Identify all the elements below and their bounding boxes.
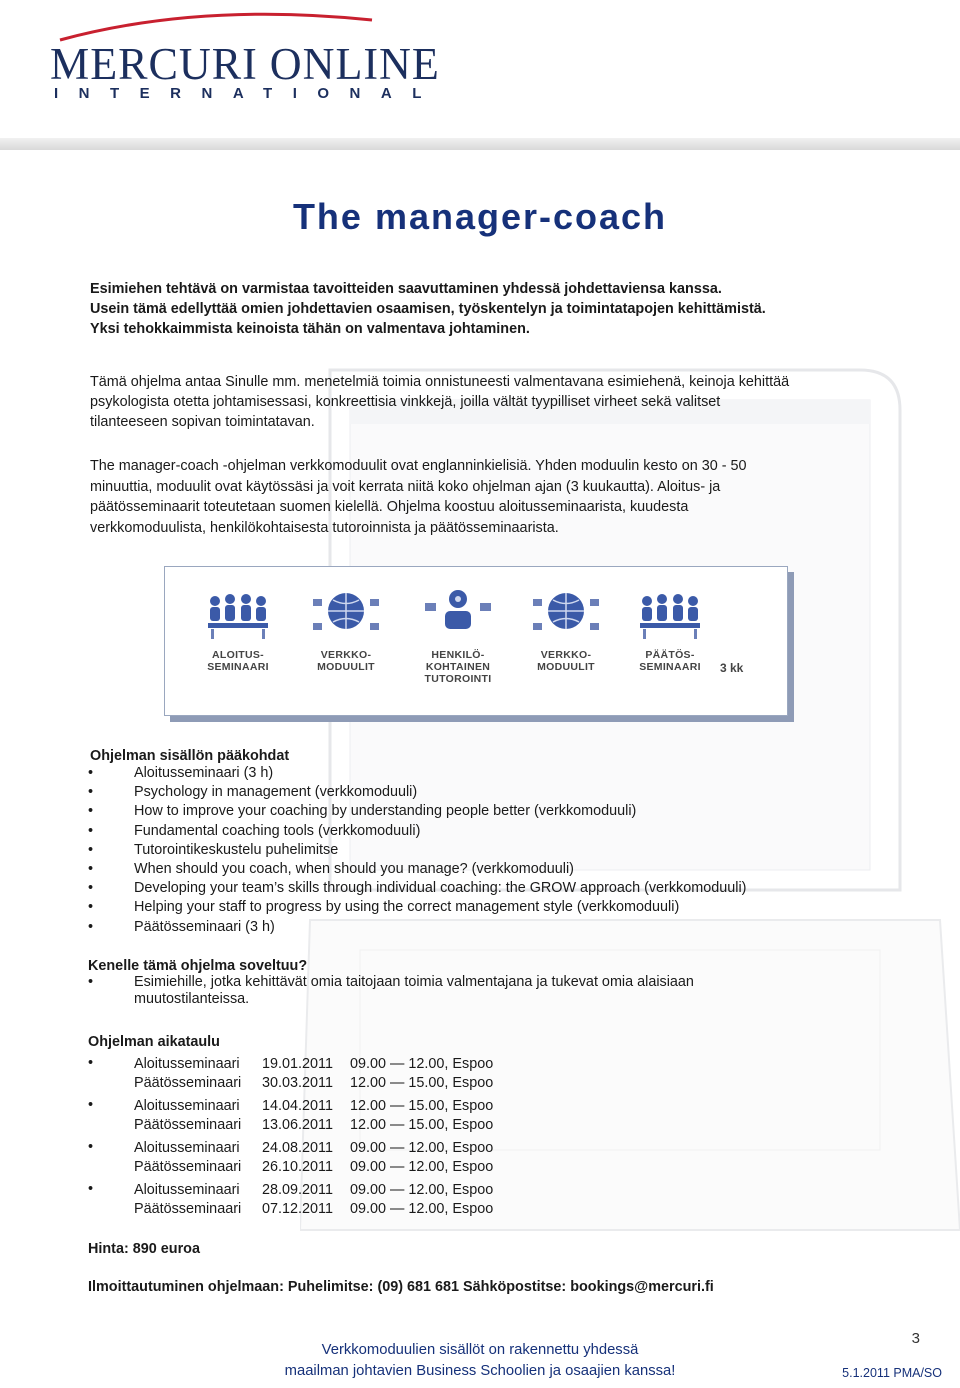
schedule-group <box>88 1055 688 1093</box>
event-date: 19.01.2011 <box>262 1056 333 1072</box>
schedule-row <box>134 1074 688 1093</box>
step-label: SEMINAARI <box>639 661 701 673</box>
list-item: • Aloitusseminaari (3 h) <box>88 764 908 783</box>
modules-description <box>90 456 890 538</box>
schedule-group <box>88 1097 688 1135</box>
paragraph-line: verkkomoduulista, henkilökohtaisesta tutoroinnista ja päätösseminaarista. <box>90 519 559 536</box>
logo-wordmark: MERCURI ONLINE <box>50 39 440 89</box>
step-label: ALOITUS- <box>212 649 264 661</box>
paragraph-line: Tämä ohjelma antaa Sinulle mm. menetelmiä toimia onnistuneesti valmentavana esimiehenä, keinoja kehittää <box>90 374 790 390</box>
schedule-list <box>88 1055 688 1223</box>
intro-line: Esimiehen tehtävä on varmistaa tavoitteiden saavuttaminen yhdessä johdettaviensa kanssa. <box>90 281 722 297</box>
group-icon <box>203 587 273 643</box>
step-label: MODUULIT <box>317 661 375 673</box>
globe-network-icon <box>531 587 601 643</box>
step-label: PÄÄTÖS- <box>645 649 695 661</box>
event-time: 12.00 — 15.00, Espoo <box>350 1117 494 1133</box>
intro-paragraph <box>90 279 890 339</box>
event-time: 12.00 — 15.00, Espoo <box>350 1098 494 1114</box>
list-item: • Developing your team’s skills through individual coaching: the GROW approach (verkkomoduuli) <box>88 879 908 898</box>
step-label: VERKKO- <box>320 649 372 661</box>
audience-heading: Kenelle tämä ohjelma soveltuu? <box>88 958 308 974</box>
process-step-modules <box>511 587 621 673</box>
paragraph-line: psykologista otetta johtamisessasi, konkreettisia vinkkejä, joilla vältät tyypilliset virheet sekä valitset <box>90 394 721 410</box>
schedule-row <box>134 1116 688 1135</box>
event-time: 09.00 — 12.00, Espoo <box>350 1182 494 1198</box>
event-time: 09.00 — 12.00, Espoo <box>350 1201 494 1217</box>
list-item: • Fundamental coaching tools (verkkomoduuli) <box>88 822 908 841</box>
event-label: Aloitusseminaari <box>134 1140 240 1156</box>
event-time: 09.00 — 12.00, Espoo <box>350 1140 494 1156</box>
intro-line: Usein tämä edellyttää omien johdettavien osaamisen, työskentelyn ja toimintatapojen kehittämistä. <box>90 301 766 317</box>
step-label: HENKILÖ- <box>431 649 485 661</box>
event-date: 26.10.2011 <box>262 1159 333 1175</box>
schedule-row <box>134 1200 688 1219</box>
page-title: The manager-coach <box>292 196 668 237</box>
schedule-group <box>88 1139 688 1177</box>
event-label: Aloitusseminaari <box>134 1056 240 1072</box>
event-time: 12.00 — 15.00, Espoo <box>350 1075 494 1091</box>
content-heading: Ohjelman sisällön pääkohdat <box>90 748 290 764</box>
group-icon <box>635 587 705 643</box>
schedule-row <box>134 1055 688 1074</box>
event-date: 24.08.2011 <box>262 1140 333 1156</box>
duration-label: 3 kk <box>720 661 744 675</box>
paragraph-line: päätösseminaarit toteutetaan suomen kielellä. Ohjelma koostuu aloitusseminaarista, kuudesta <box>90 499 689 515</box>
paragraph-line: minuuttia, moduulit ovat käytössäsi ja voit kerrata niitä koko ohjelman ajan (3 kuukautta). Aloitus- ja <box>90 478 721 495</box>
event-label: Päätösseminaari <box>134 1201 242 1217</box>
list-item: • When should you coach, when should you manage? (verkkomoduuli) <box>88 860 908 879</box>
event-date: 07.12.2011 <box>262 1201 333 1217</box>
process-step-kickoff <box>183 587 293 673</box>
process-step-modules <box>291 587 401 673</box>
list-item: • Helping your staff to progress by using the correct management style (verkkomoduuli) <box>88 898 908 917</box>
event-date: 28.09.2011 <box>262 1182 333 1198</box>
globe-network-icon <box>311 587 381 643</box>
event-label: Päätösseminaari <box>134 1117 242 1133</box>
footer-line: maailman johtavien Business Schoolien ja osaajien kanssa! <box>284 1363 676 1379</box>
footer-line: Verkkomoduulien sisällöt on rakennettu yhdessä <box>321 1342 639 1358</box>
schedule-heading: Ohjelman aikataulu <box>88 1034 220 1050</box>
paragraph-line: The manager-coach -ohjelman verkkomoduulit ovat englanninkielisiä. Yhden moduulin kesto on 30 - 50 <box>90 458 747 474</box>
program-description <box>90 372 890 432</box>
event-date: 30.03.2011 <box>262 1075 333 1091</box>
event-date: 14.04.2011 <box>262 1098 333 1114</box>
schedule-row <box>134 1158 688 1177</box>
schedule-row <box>134 1097 688 1116</box>
registration-text: Ilmoittautuminen ohjelmaan: Puhelimitse: (09) 681 681 Sähköpostitse: bookings@mercuri.fi <box>88 1279 714 1295</box>
event-label: Päätösseminaari <box>134 1075 242 1091</box>
page-header <box>0 0 960 150</box>
list-item <box>88 974 908 1008</box>
logo-subtitle: INTERNATIONAL <box>54 85 442 102</box>
header-divider <box>0 138 960 150</box>
event-label: Päätösseminaari <box>134 1159 242 1175</box>
price-text: Hinta: 890 euroa <box>88 1241 200 1257</box>
list-item: • Tutorointikeskustelu puhelimitse <box>88 841 908 860</box>
page-number: 3 <box>911 1330 920 1347</box>
event-time: 09.00 — 12.00, Espoo <box>350 1056 494 1072</box>
webcam-person-icon <box>423 587 493 643</box>
event-time: 09.00 — 12.00, Espoo <box>350 1159 494 1175</box>
list-item: • Psychology in management (verkkomoduuli) <box>88 783 908 802</box>
program-process-graphic <box>164 566 788 716</box>
event-label: Aloitusseminaari <box>134 1182 240 1198</box>
event-label: Aloitusseminaari <box>134 1098 240 1114</box>
step-label: KOHTAINEN <box>425 661 491 673</box>
audience-text: muutostilanteissa. <box>134 991 250 1007</box>
step-label: SEMINAARI <box>207 661 269 673</box>
step-label: VERKKO- <box>540 649 592 661</box>
step-label: TUTOROINTI <box>424 673 492 685</box>
schedule-row <box>134 1181 688 1200</box>
schedule-row <box>134 1139 688 1158</box>
process-step-tutoring <box>403 587 513 685</box>
intro-line: Yksi tehokkaimmista keinoista tähän on valmentava johtaminen. <box>90 321 530 337</box>
process-step-closing <box>615 587 725 673</box>
step-label: MODUULIT <box>537 661 595 673</box>
content-list <box>88 764 908 937</box>
paragraph-line: tilanteeseen sopivan toimintatavan. <box>90 414 315 430</box>
audience-list <box>88 974 908 1008</box>
audience-text: • Esimiehille, jotka kehittävät omia taitojaan toimia valmentajana ja tukevat omia alaisiaan <box>134 974 694 990</box>
list-item: • Päätösseminaari (3 h) <box>88 918 908 937</box>
footer-date: 5.1.2011 PMA/SO <box>842 1366 942 1380</box>
schedule-group <box>88 1181 688 1219</box>
list-item: • How to improve your coaching by understanding people better (verkkomoduuli) <box>88 802 908 821</box>
event-date: 13.06.2011 <box>262 1117 333 1133</box>
footer-slogan <box>0 1340 960 1382</box>
